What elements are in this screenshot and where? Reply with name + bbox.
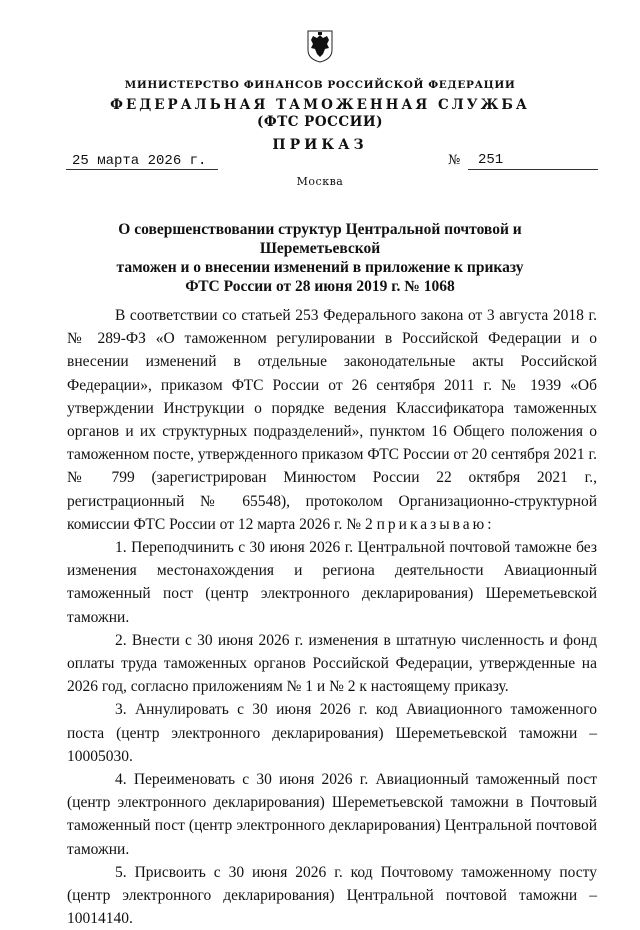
order-word: приказываю: [376, 515, 495, 533]
number-label: № [448, 153, 461, 168]
item-5: 5. Присвоить с 30 июня 2026 г. код Почтовому таможенному посту (центр электронного декларирования) Центральной почтовой таможни – 10014140. [67, 863, 597, 928]
ministry-name: МИНИСТЕРСТВО ФИНАНСОВ РОССИЙСКОЙ ФЕДЕРАЦИИ [124, 79, 516, 91]
coat-of-arms-icon [305, 28, 335, 64]
title-line-1: О совершенствовании структур Центральной почтовой и Шереметьевской [118, 221, 522, 257]
item-1: 1. Переподчинить с 30 июня 2026 г. Центральной почтовой таможне без изменения местонахождения и региона деятельности Авиационный таможенный пост (центр электронного декларирования) Шереметьевской таможни. [67, 539, 597, 626]
city: Москва [296, 175, 344, 188]
service-abbreviation: (ФТС РОССИИ) [257, 114, 383, 130]
document-type: ПРИКАЗ [272, 137, 368, 153]
item-4: 4. Переименовать с 30 июня 2026 г. Авиационный таможенный пост (центр электронного декларирования) Шереметьевской таможни в Почтовый таможенный пост (центр электронного декларирования) Центральной почтовой таможни. [67, 771, 597, 858]
item-2: 2. Внести с 30 июня 2026 г. изменения в штатную численность и фонд оплаты труда таможенных органов Российской Федерации, утвержденные на 2026 год, согласно приложениям № 1 и № 2 к настоящему приказу. [67, 631, 597, 696]
service-name: ФЕДЕРАЛЬНАЯ ТАМОЖЕННАЯ СЛУЖБА [110, 97, 530, 113]
preamble [67, 304, 597, 536]
title-line-2: таможен и о внесении изменений в приложение к приказу [116, 259, 524, 276]
item-3: 3. Аннулировать с 30 июня 2026 г. код Авиационного таможенного поста (центр электронного декларирования) Шереметьевской таможни – 10005030. [67, 701, 597, 765]
document-title [60, 220, 580, 296]
order-date: 25 марта 2026 г. [66, 152, 218, 170]
order-number: 251 [468, 152, 598, 170]
document-body [67, 304, 597, 930]
title-line-3: ФТС России от 28 июня 2019 г. № 1068 [185, 278, 455, 295]
preamble-text: В соответствии со статьей 253 Федерального закона от 3 августа 2018 г. № 289-ФЗ «О таможенном регулировании в Российской Федерации и о внесении изменений в отдельные законодательные акты Российской Федерации», приказом ФТС России от 26 сентября 2011 г. № 1939 «Об утверждении Инструкции о порядке ведения Классификатора таможенных органов и их структурных подразделений», пунктом 16 Общего положения о таможенном посте, утвержденного приказом ФТС России от 20 сентября 2021 г. № 799 (зарегистрирован Минюстом России 22 октября 2021 г., регистрационный № 65548), протоколом Организационно-структурной комиссии ФТС России от 12 марта 2026 г. № 2 [67, 307, 597, 533]
